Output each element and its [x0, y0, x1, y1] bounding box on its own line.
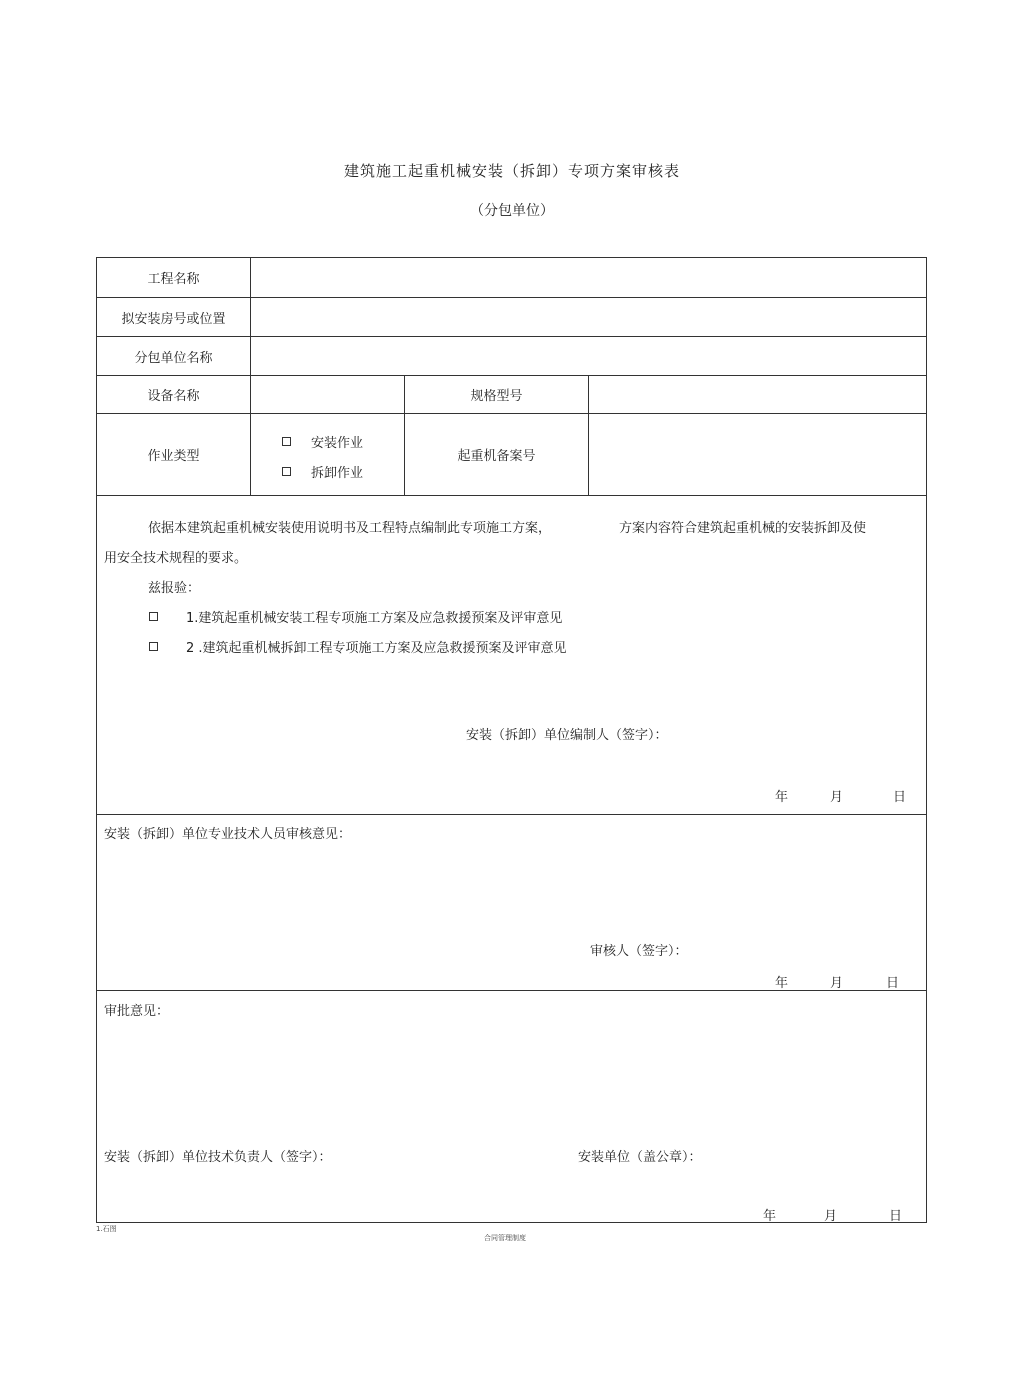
report-item-1[interactable] [149, 607, 562, 626]
install-option-label: 安装作业 [311, 436, 364, 451]
page-title: 建筑施工起重机械安装（拆卸）专项方案审核表 [343, 162, 680, 180]
tech-lead-signature-label: 安装（拆卸）单位技术负责人（签字）： [104, 1150, 332, 1165]
dismantle-option[interactable] [282, 462, 363, 481]
footer-left-note: 1.石图 [96, 1225, 117, 1233]
basis-date-day: 日 [893, 790, 907, 805]
unit-seal-label: 安装单位（盖公章）： [578, 1150, 702, 1165]
equipment-name-value[interactable] [251, 376, 404, 413]
subcontractor-value[interactable] [251, 337, 926, 375]
report-item-1-checkbox[interactable] [149, 612, 158, 621]
basis-paragraph-line2: 用安全技术规程的要求。 [104, 551, 248, 566]
dismantle-checkbox[interactable] [282, 467, 291, 476]
equipment-name-label: 设备名称 [147, 389, 200, 404]
report-item-2-label: 2 .建筑起重机械拆卸工程专项施工方案及应急救援预案及评审意见 [186, 641, 567, 656]
work-type-label: 作业类型 [147, 449, 200, 464]
report-item-1-label: 1.建筑起重机械安装工程专项施工方案及应急救援预案及评审意见 [186, 611, 563, 626]
dismantle-option-label: 拆卸作业 [311, 466, 364, 481]
review-date-month: 月 [830, 976, 844, 991]
record-no-value[interactable] [589, 414, 926, 495]
footer-center-note: 合同管理制度 [484, 1234, 526, 1242]
install-location-value[interactable] [251, 298, 926, 336]
basis-paragraph-part1: 依据本建筑起重机械安装使用说明书及工程特点编制此专项施工方案， [148, 521, 552, 536]
report-item-2[interactable] [149, 637, 567, 656]
basis-date-month: 月 [830, 790, 844, 805]
spec-model-label: 规格型号 [470, 389, 523, 404]
review-date-day: 日 [886, 976, 900, 991]
project-name-value[interactable] [251, 258, 926, 297]
project-name-label: 工程名称 [147, 272, 200, 287]
approval-date-month: 月 [824, 1209, 838, 1224]
report-item-2-checkbox[interactable] [149, 642, 158, 651]
subcontractor-label: 分包单位名称 [134, 350, 213, 366]
basis-date-year: 年 [775, 790, 789, 805]
basis-paragraph-part2: 方案内容符合建筑起重机械的安装拆卸及使 [619, 521, 867, 536]
report-intro: 兹报验： [148, 581, 201, 596]
approval-date-year: 年 [763, 1209, 777, 1224]
approval-date-day: 日 [889, 1209, 903, 1224]
page-subtitle: （分包单位） [470, 203, 554, 219]
spec-model-value[interactable] [589, 376, 926, 413]
install-checkbox[interactable] [282, 437, 291, 446]
approval-heading: 审批意见： [104, 1004, 170, 1019]
review-date-year: 年 [775, 976, 789, 991]
install-location-label: 拟安装房号或位置 [121, 311, 226, 327]
record-no-label: 起重机备案号 [457, 449, 536, 464]
compiler-signature-label: 安装（拆卸）单位编制人（签字）： [466, 728, 668, 743]
review-heading: 安装（拆卸）单位专业技术人员审核意见： [104, 827, 352, 842]
install-option[interactable] [282, 432, 363, 451]
reviewer-signature-label: 审核人（签字）： [590, 944, 688, 959]
